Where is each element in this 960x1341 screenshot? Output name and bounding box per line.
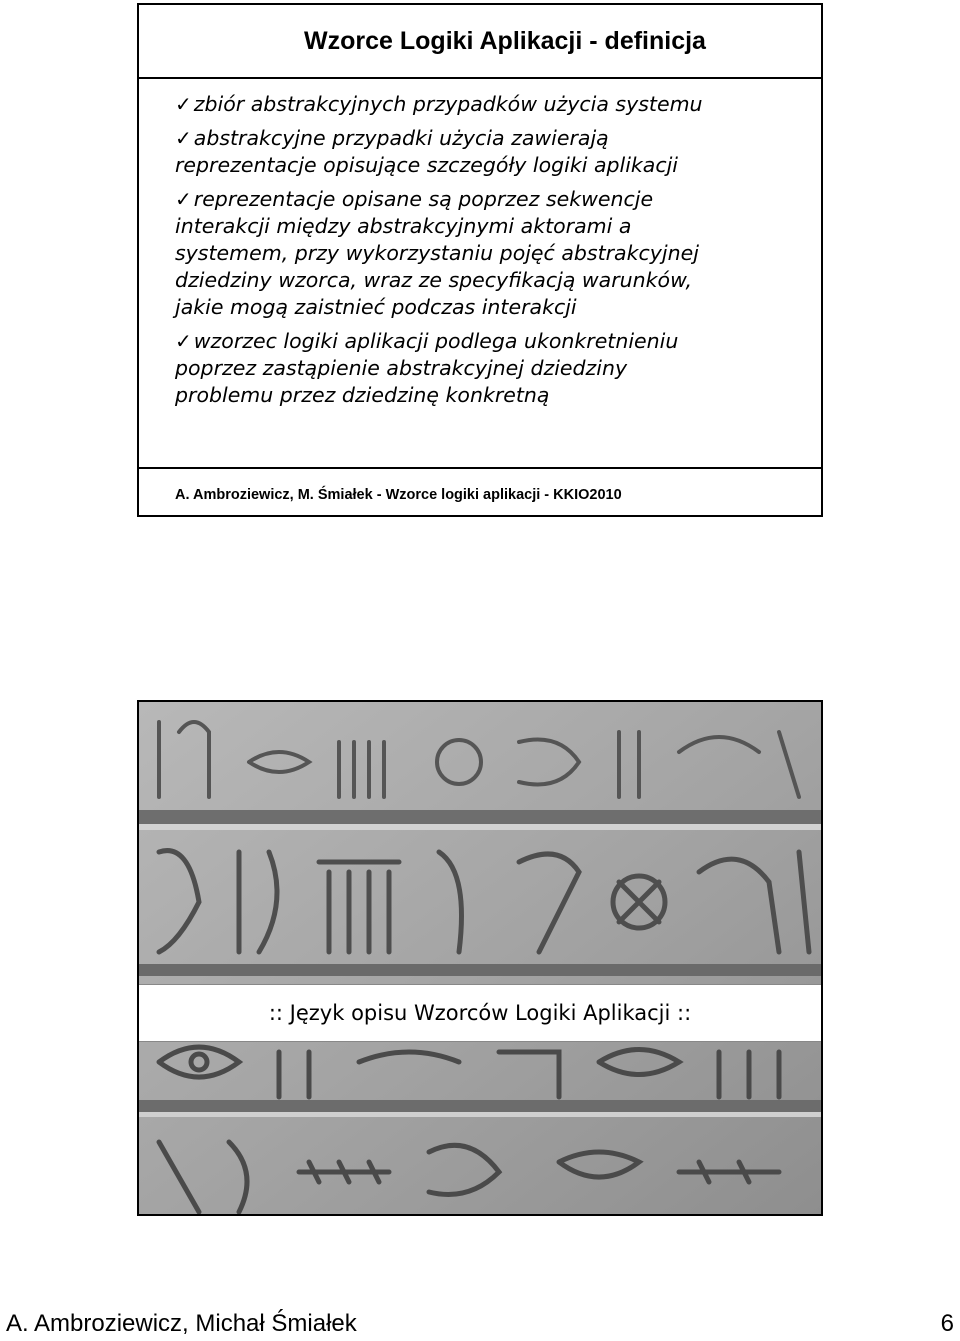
checkmark-icon: ✓ <box>175 126 192 150</box>
bullet-line: abstrakcyjne przypadki użycia zawierają <box>193 126 609 150</box>
bullet-list <box>175 91 815 416</box>
bullet-line: zbiór abstrakcyjnych przypadków użycia systemu <box>193 92 703 116</box>
slide-2 <box>137 700 823 1216</box>
bullet-line: systemem, przy wykorzystaniu pojęć abstrakcyjnej <box>175 241 699 265</box>
slide-caption: :: Język opisu Wzorców Logiki Aplikacji :: <box>268 1001 692 1025</box>
bullet-item <box>175 125 815 179</box>
slide-1 <box>137 3 823 517</box>
bullet-line: problemu przez dziedzinę konkretną <box>175 383 550 407</box>
bullet-line: jakie mogą zaistnieć podczas interakcji <box>175 295 577 319</box>
bullet-line: reprezentacje opisujące szczegóły logiki aplikacji <box>175 153 679 177</box>
bullet-line: reprezentacje opisane są poprzez sekwencje <box>193 187 654 211</box>
slide-footer-divider <box>139 467 821 469</box>
bullet-item <box>175 328 815 409</box>
page-author: A. Ambroziewicz, Michał Śmiałek <box>6 1310 357 1337</box>
slide-title: Wzorce Logiki Aplikacji - definicja <box>304 26 706 55</box>
hieroglyph-background-image <box>139 702 823 1216</box>
checkmark-icon: ✓ <box>175 187 192 211</box>
checkmark-icon: ✓ <box>175 92 192 116</box>
bullet-item <box>175 91 815 118</box>
bullet-line: dziedziny wzorca, wraz ze specyfikacją warunków, <box>175 268 693 292</box>
page-footer <box>0 1310 960 1341</box>
page-number: 6 <box>940 1310 954 1337</box>
bullet-line: wzorzec logiki aplikacji podlega ukonkretnieniu <box>193 329 679 353</box>
bullet-line: poprzez zastąpienie abstrakcyjnej dziedziny <box>175 356 628 380</box>
slide-footer: A. Ambroziewicz, M. Śmiałek - Wzorce logiki aplikacji - KKIO2010 <box>175 487 622 503</box>
bullet-line: interakcji między abstrakcyjnymi aktorami a <box>175 214 632 238</box>
slide-title-bar <box>139 5 821 79</box>
bullet-item <box>175 186 815 321</box>
checkmark-icon: ✓ <box>175 329 192 353</box>
slide-caption-band <box>139 984 821 1042</box>
